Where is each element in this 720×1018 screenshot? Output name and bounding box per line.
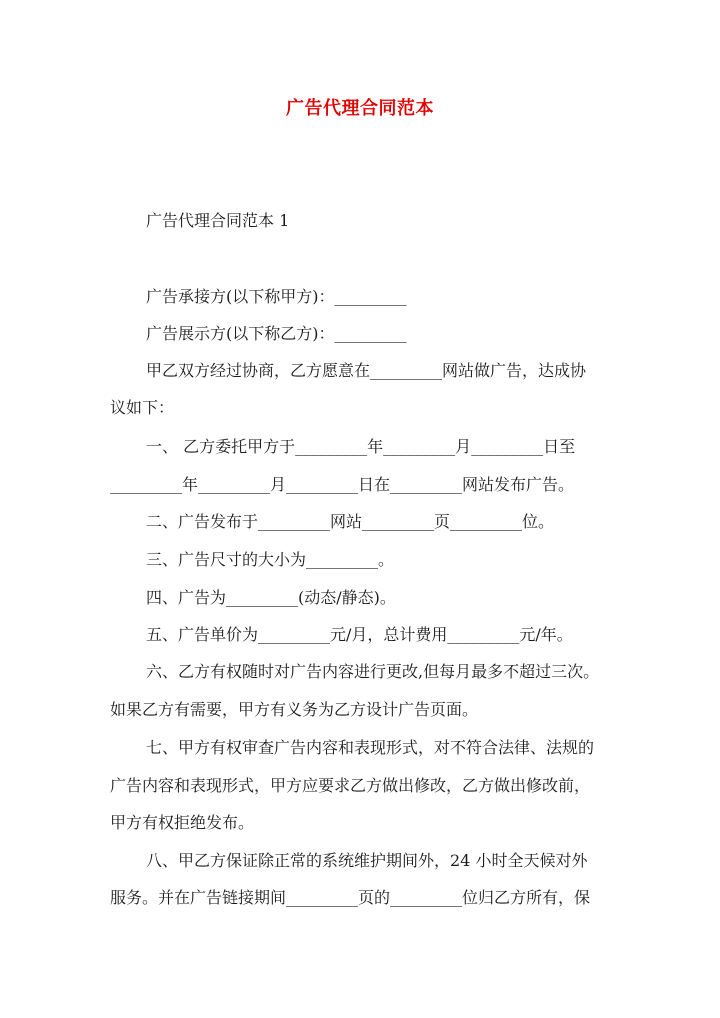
section-heading: 广告代理合同范本 1 bbox=[146, 211, 290, 230]
paragraph-line: 广告内容和表现形式，甲方应要求乙方做出修改，乙方做出修改前， bbox=[110, 776, 591, 795]
paragraph-line: 八、甲乙方保证除正常的系统维护期间外，24 小时全天候对外 bbox=[146, 851, 588, 870]
paragraph-line: 服务。并在广告链接期间_________页的_________位归乙方所有，保 bbox=[110, 888, 591, 907]
paragraph-line: 四、广告为_________(动态/静态)。 bbox=[146, 588, 396, 607]
paragraph-line: 一、 乙方委托甲方于_________年_________月_________日至 bbox=[146, 437, 576, 456]
paragraph-line: 二、广告发布于_________网站_________页_________位。 bbox=[146, 512, 555, 531]
paragraph-line: 广告承接方(以下称甲方)：_________ bbox=[146, 287, 407, 306]
paragraph-line: 广告展示方(以下称乙方)：_________ bbox=[146, 324, 407, 343]
paragraph-line: 三、广告尺寸的大小为_________。 bbox=[146, 550, 395, 569]
paragraph-line: 七、甲方有权审查广告内容和表现形式，对不符合法律、法规的 bbox=[146, 738, 595, 757]
paragraph-line: 甲方有权拒绝发布。 bbox=[110, 813, 255, 832]
paragraph-line: 如果乙方有需要，甲方有义务为乙方设计广告页面。 bbox=[110, 700, 479, 719]
paragraph-line: 甲乙双方经过协商，乙方愿意在_________网站做广告，达成协 bbox=[146, 361, 587, 380]
paragraph-line: 六、乙方有权随时对广告内容进行更改,但每月最多不超过三次。 bbox=[146, 662, 600, 681]
paragraph-line: _________年_________月_________日在_________网站发布广告。 bbox=[110, 475, 575, 494]
paragraph-line: 议如下： bbox=[110, 398, 175, 417]
document-title: 广告代理合同范本 bbox=[286, 98, 434, 119]
paragraph-line: 五、广告单价为_________元/月，总计费用_________元/年。 bbox=[146, 625, 573, 644]
